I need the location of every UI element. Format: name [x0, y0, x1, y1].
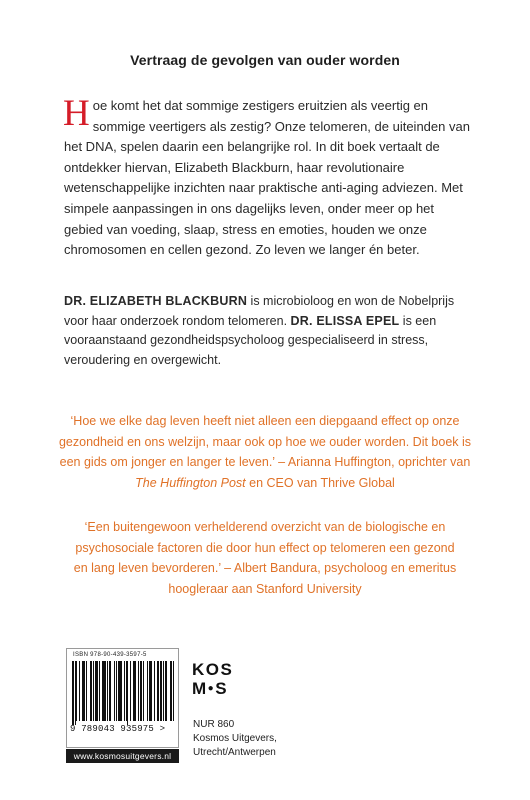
barcode-bar — [118, 661, 119, 721]
author2-bio: is een vooraanstaand gezondheidspsycholoog gespecialiseerd in stress, veroudering en overgewicht. — [64, 313, 437, 367]
quote1-line4 — [0, 473, 530, 494]
quote1-publication: The Huffington Post — [135, 475, 246, 490]
endorsement-quote-2 — [0, 517, 530, 599]
barcode-bar — [173, 661, 174, 721]
barcode-bars — [72, 661, 174, 725]
barcode-bar — [151, 661, 152, 721]
author1-name: DR. ELIZABETH BLACKBURN — [64, 294, 248, 308]
barcode-bar — [165, 661, 166, 721]
barcode-box — [66, 648, 179, 748]
barcode-bar — [83, 661, 84, 721]
quote1-line4-rest: en CEO van Thrive Global — [245, 475, 395, 490]
publisher-logo — [192, 660, 248, 701]
barcode-bar — [84, 661, 85, 721]
barcode-bar — [120, 661, 122, 721]
barcode-bar — [116, 661, 117, 721]
barcode-bar — [96, 661, 98, 721]
quote2-line2: psychosociale factoren die door hun effect op telomeren een gezond — [75, 540, 455, 555]
barcode-bar — [127, 661, 128, 725]
back-cover-heading: Vertraag de gevolgen van ouder worden — [130, 52, 400, 68]
barcode-bar — [103, 661, 104, 721]
publisher-website[interactable]: www.kosmosuitgevers.nl — [66, 749, 179, 763]
intro-text: oe komt het dat sommige zestigers eruitzien als veertig en sommige veertigers als zestig? Onze telomeren, de uiteinden van het DNA, spelen daarin een belangrijke rol. In dit boek vertaalt de ontdekker hiervan, Elizabeth Blackburn, haar revolutionaire wetenschappelijke inzichten naar praktische anti-aging adviezen. Met simpele aanpassingen in ons dagelijks leven, onder meer op het gebied van voeding, slaap, stress en emoties, houden we onze chromosomen en cellen gezond. Zo leven we langer én beter. — [64, 98, 470, 258]
isbn-digits: 9 789043 935975 > — [70, 724, 166, 734]
barcode-bar — [138, 661, 139, 721]
barcode-bar — [135, 661, 136, 721]
drop-cap: H — [63, 93, 90, 134]
barcode-bar — [107, 661, 108, 721]
barcode-bar — [75, 661, 76, 725]
barcode-bar — [166, 661, 167, 721]
barcode-bar — [140, 661, 141, 721]
quote2-line1: ‘Een buitengewoon verhelderend overzicht van de biologische en — [84, 520, 446, 534]
barcode-bar — [147, 661, 148, 721]
quote1-line1: ‘Hoe we elke dag leven heeft niet alleen een diepgaand effect op onze — [70, 414, 460, 428]
barcode-bar — [158, 661, 159, 721]
barcode-bar — [79, 661, 80, 721]
barcode-bar — [133, 661, 134, 721]
logo-line1: KOS — [192, 660, 234, 679]
author1-bio: is microbioloog en won de Nobelprijs voor haar onderzoek rondom telomeren. — [64, 294, 455, 328]
barcode-bar — [157, 661, 158, 721]
barcode-bar — [160, 661, 162, 721]
barcode-bar — [72, 661, 74, 725]
isbn-label: ISBN 978-90-439-3597-5 — [73, 652, 147, 658]
barcode-bar — [93, 661, 94, 721]
barcode-bar — [102, 661, 103, 721]
barcode-bar — [95, 661, 96, 721]
endorsement-quote-1 — [0, 411, 530, 493]
quote2-line3: en lang leven bevorderen.’ – Albert Bandura, psycholoog en emeritus — [73, 561, 457, 575]
publisher-name: Kosmos Uitgevers, — [193, 733, 277, 745]
publisher-location: Utrecht/Antwerpen — [193, 747, 276, 759]
quote1-line3: een gids om jonger en langer te leven.’ – Arianna Huffington, oprichter van — [59, 455, 471, 469]
authors-bio — [64, 292, 479, 370]
intro-paragraph — [63, 93, 474, 261]
publisher-info — [193, 718, 277, 761]
barcode-bar — [110, 661, 111, 721]
barcode-bar — [126, 661, 127, 721]
quote2-line4: hoogleraar aan Stanford University — [168, 581, 362, 596]
barcode-bar — [76, 661, 77, 721]
barcode-bar — [91, 661, 92, 721]
logo-line2: M●S — [192, 679, 229, 698]
author2-name: DR. ELISSA EPEL — [290, 313, 400, 328]
barcode-bar — [90, 661, 91, 721]
barcode-bar — [171, 661, 172, 721]
barcode-bar — [170, 661, 171, 721]
barcode-bar — [130, 661, 131, 721]
barcode-bar — [82, 661, 83, 721]
barcode-bar — [134, 661, 135, 721]
barcode-bar — [143, 661, 144, 721]
barcode-bar — [141, 661, 142, 721]
nur-code: NUR 860 — [193, 719, 235, 730]
barcode-bar — [124, 661, 125, 721]
barcode-bar — [150, 661, 151, 721]
barcode-bar — [163, 661, 164, 721]
barcode-bar — [119, 661, 120, 721]
barcode-bar — [114, 661, 115, 721]
barcode-bar — [109, 661, 110, 721]
barcode-bar — [99, 661, 100, 721]
barcode-bar — [104, 661, 106, 721]
barcode-bar — [86, 661, 87, 721]
quote1-line2: gezondheid en ons welzijn, maar ook op hoe we ouder worden. Dit boek is — [58, 434, 472, 449]
barcode-bar — [154, 661, 155, 721]
barcode-bar — [149, 661, 150, 721]
